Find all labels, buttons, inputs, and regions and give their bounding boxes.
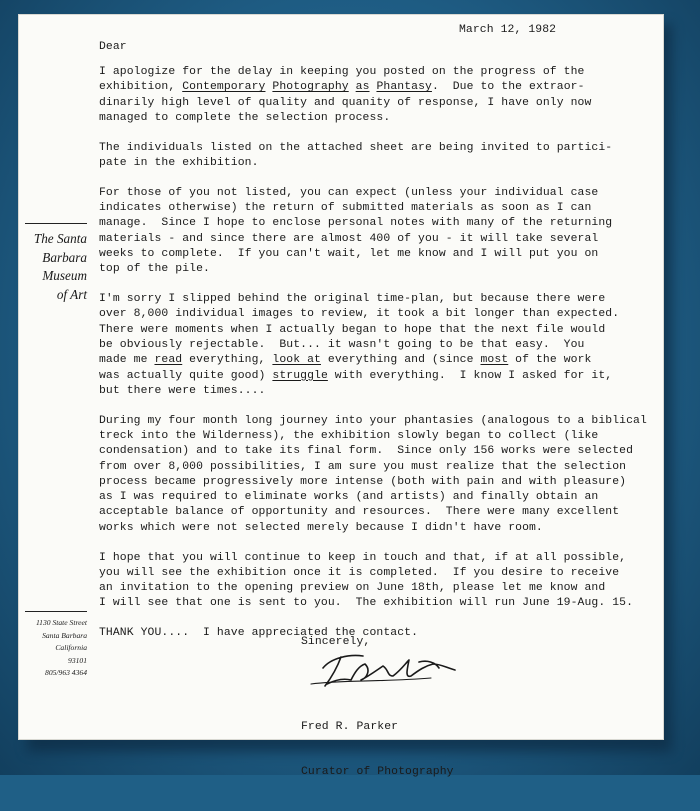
letter-line [99, 202, 591, 214]
underlined-text: read [154, 354, 183, 367]
letter-salutation: Dear [99, 41, 127, 53]
letter-line [99, 476, 626, 488]
text-segment: manage. Since I hope to enclose personal notes with many of the returning [99, 217, 613, 230]
letter-line [99, 415, 647, 427]
text-segment: acceptable balance of opportunity and resources. There were many excellent [99, 506, 620, 519]
text-segment: The individuals listed on the attached sheet are being invited to partici- [99, 141, 613, 154]
letter-line [99, 324, 605, 336]
text-segment: everything, [182, 354, 273, 367]
letter-line [99, 187, 598, 199]
letter-line [99, 308, 619, 320]
letter-line [99, 217, 612, 229]
text-segment [349, 81, 356, 93]
underlined-text: Contemporary [182, 81, 266, 94]
text-segment: I hope that you will continue to keep in touch and that, if at all possible, [99, 551, 627, 564]
signer-title: Curator of Photography [301, 766, 454, 779]
letter-line [99, 370, 612, 382]
text-segment: as I was required to eliminate works (and artists) and finally obtain an [99, 491, 599, 504]
text-segment: For those of you not listed, you can expect (unless your individual case [99, 186, 599, 199]
museum-letterhead [25, 223, 87, 304]
letter-line [99, 248, 598, 260]
underlined-text: most [480, 354, 509, 367]
letter-paragraph [99, 186, 647, 278]
museum-name-line: The Santa [33, 231, 87, 246]
text-segment: There were moments when I actually began to hope that the next file would [99, 323, 606, 336]
address-line: 805/963 4364 [45, 668, 87, 677]
text-segment: but there were times.... [99, 384, 266, 397]
text-segment: materials - and since there are almost 400 of you - it will take several [99, 232, 599, 245]
text-segment: be obviously rejectable. But... it wasn't going to be that easy. You [99, 338, 585, 351]
text-segment: top of the pile. [99, 263, 210, 276]
text-segment: indicates otherwise) the return of submitted materials as soon as I can [99, 202, 592, 215]
letter-paragraph [99, 292, 647, 399]
letter-line [99, 597, 633, 609]
text-segment: an invitation to the opening preview on June 18th, please let me know and [99, 582, 606, 595]
text-segment: I'm sorry I slipped behind the original time-plan, but because there were [99, 293, 606, 306]
letter-line [99, 81, 585, 93]
letter-line [99, 97, 591, 109]
letter-date: March 12, 1982 [459, 24, 557, 36]
text-segment: everything and (since [320, 354, 481, 367]
text-segment: from over 8,000 possibilities, I am sure you must realize that the selection [99, 460, 627, 473]
letter-line [99, 142, 612, 154]
letter-paragraph [99, 551, 647, 612]
text-segment: with everything. I know I asked for it, [327, 369, 613, 382]
letter-line [99, 491, 598, 503]
signer-name: Fred R. Parker [301, 720, 399, 733]
letter-line [99, 461, 626, 473]
letter-body [99, 65, 647, 656]
underlined-text: look at [272, 354, 321, 367]
museum-address [25, 611, 87, 680]
letter-line [99, 567, 619, 579]
signer-block [301, 689, 454, 811]
underlined-text: Photography [272, 81, 349, 94]
letter-line [99, 522, 543, 534]
text-segment: managed to complete the selection process. [99, 111, 391, 124]
text-segment: . Due to the extraor- [431, 81, 585, 94]
address-line: 1130 State Street [35, 618, 87, 627]
handwritten-signature [301, 640, 471, 692]
museum-name-line: Museum [42, 268, 87, 283]
letter-line [99, 445, 633, 457]
underlined-text: Phantasy [376, 81, 432, 94]
text-segment: was actually quite good) [99, 369, 273, 382]
letter-line [99, 506, 619, 518]
letter-line [99, 157, 259, 169]
letter-line [99, 385, 265, 397]
letter-paragraph [99, 414, 647, 536]
museum-name-line: of Art [56, 286, 87, 302]
underlined-text: struggle [272, 369, 328, 382]
letter-line [99, 263, 210, 275]
text-segment: I will see that one is sent to you. The exhibition will run June 19-Aug. 15. [99, 597, 634, 610]
letter-line [99, 552, 626, 564]
letter-line [99, 339, 584, 351]
text-segment: weeks to complete. If you can't wait, let me know and I will put you on [99, 247, 599, 260]
museum-name-line: Barbara [42, 249, 87, 265]
text-segment: exhibition, [99, 81, 183, 94]
letter-paragraph [99, 65, 647, 126]
letter-line [99, 430, 598, 442]
text-segment: THANK YOU.... I have appreciated the contact. [99, 627, 419, 640]
text-segment: you will see the exhibition once it is completed. If you desire to receive [99, 566, 620, 579]
letter-line [99, 112, 390, 124]
letter-line [99, 354, 591, 366]
address-line: 93101 [68, 655, 87, 665]
address-line: California [55, 643, 87, 652]
letter-line [99, 66, 584, 78]
text-segment: condensation) and to take its final form. Since only 156 works were selected [99, 445, 634, 458]
address-line: Santa Barbara [42, 630, 87, 640]
letter-line [99, 582, 605, 594]
text-segment: of the work [508, 354, 592, 367]
letter-paragraph [99, 141, 647, 172]
letter-line [99, 233, 598, 245]
text-segment: over 8,000 individual images to review, it took a bit longer than expected. [99, 308, 620, 321]
text-segment: I apologize for the delay in keeping you posted on the progress of the [99, 66, 585, 78]
text-segment: dinarily high level of quality and quanity of response, I have only now [99, 96, 592, 109]
text-segment: made me [99, 354, 155, 367]
text-segment: During my four month long journey into your phantasies (analogous to a biblical [99, 414, 647, 427]
letter-closing: Sincerely, [301, 636, 371, 648]
letter-line [99, 293, 605, 305]
text-segment: works which were not selected merely because I didn't have room. [99, 521, 543, 534]
text-segment: pate in the exhibition. [99, 156, 259, 169]
underlined-text: as [355, 81, 370, 94]
text-segment: process became progressively more intense (both with pain and with pleasure) [99, 475, 627, 488]
letter-sheet [18, 14, 664, 779]
text-segment: treck into the Wilderness), the exhibition slowly began to collect (like [99, 429, 599, 442]
